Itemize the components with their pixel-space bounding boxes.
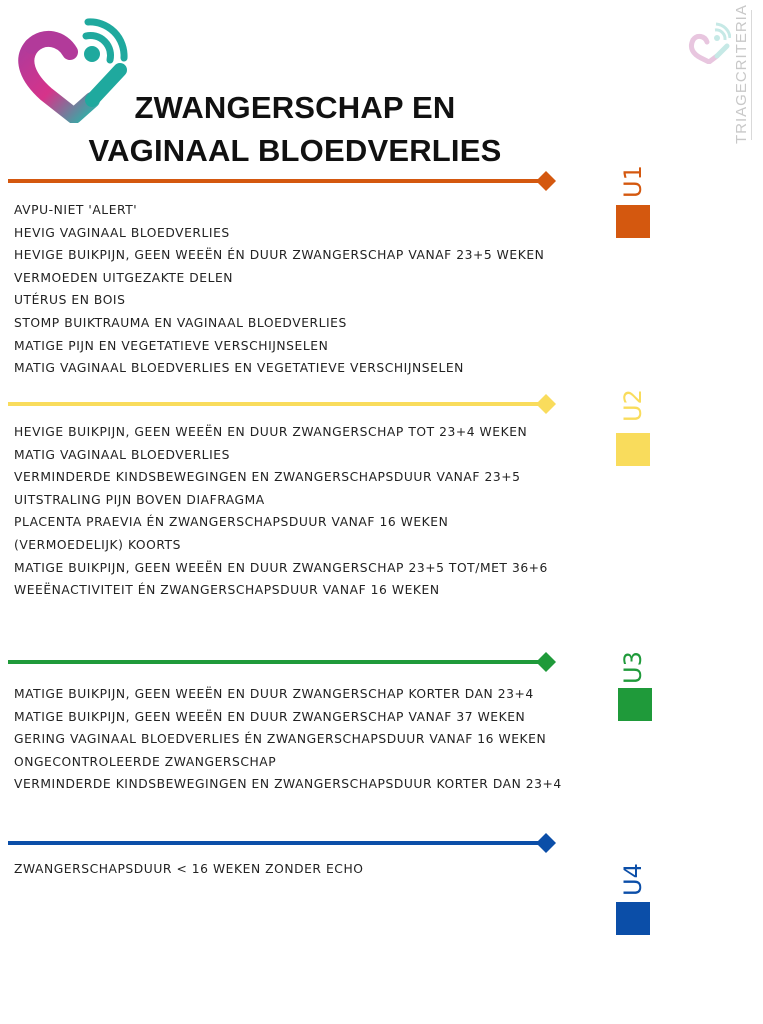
section-u3-list (14, 683, 562, 796)
brand-name: TRIAGECRITERIA (733, 4, 750, 144)
mini-logo-icon (687, 20, 731, 64)
section-u4-divider (8, 832, 560, 854)
list-item: ONGECONTROLEERDE ZWANGERSCHAP (14, 754, 277, 769)
urgency-code-u4: U4 (619, 863, 647, 897)
list-item: VERMOEDEN UITGEZAKTE DELEN (14, 270, 234, 285)
list-item: (VERMOEDELIJK) KOORTS (14, 537, 181, 552)
list-item: HEVIG VAGINAAL BLOEDVERLIES (14, 225, 230, 240)
brand-divider (751, 10, 752, 140)
list-item: VERMINDERDE KINDSBEWEGINGEN EN ZWANGERSCHAPSDUUR KORTER DAN 23+4 (14, 777, 562, 792)
list-item: MATIGE PIJN EN VEGETATIEVE VERSCHIJNSELEN (14, 338, 329, 353)
urgency-color-square (616, 205, 650, 238)
section-u3-badge (615, 648, 655, 722)
urgency-color-square (618, 688, 652, 721)
list-item: MATIG VAGINAAL BLOEDVERLIES EN VEGETATIEVE VERSCHIJNSELEN (14, 361, 464, 376)
section-u1-divider (8, 170, 560, 192)
section-u2-list (14, 421, 548, 602)
urgency-code-u3: U3 (619, 651, 647, 685)
list-item: HEVIGE BUIKPIJN, GEEN WEEËN ÉN DUUR ZWANGERSCHAP VANAF 23+5 WEKEN (14, 248, 545, 263)
section-u1-list (14, 199, 544, 380)
list-item: MATIGE BUIKPIJN, GEEN WEEËN EN DUUR ZWANGERSCHAP KORTER DAN 23+4 (14, 687, 534, 701)
list-item: WEEËNACTIVITEIT ÉN ZWANGERSCHAPSDUUR VANAF 16 WEKEN (14, 583, 440, 598)
section-u4-badge (615, 860, 655, 936)
list-item: AVPU-NIET 'ALERT' (14, 203, 138, 217)
urgency-code-u1: U1 (619, 165, 647, 199)
list-item: HEVIGE BUIKPIJN, GEEN WEEËN EN DUUR ZWANGERSCHAP TOT 23+4 WEKEN (14, 425, 528, 439)
list-item: VERMINDERDE KINDSBEWEGINGEN EN ZWANGERSCHAPSDUUR VANAF 23+5 (14, 470, 521, 485)
page-title-line-1: ZWANGERSCHAP EN (134, 90, 456, 125)
list-item: PLACENTA PRAEVIA ÉN ZWANGERSCHAPSDUUR VANAF 16 WEKEN (14, 515, 449, 530)
list-item: UTÉRUS EN BOIS (14, 293, 126, 308)
list-item: MATIG VAGINAAL BLOEDVERLIES (14, 447, 230, 462)
urgency-color-square (616, 433, 650, 466)
urgency-color-square (616, 902, 650, 935)
list-item: STOMP BUIKTRAUMA EN VAGINAAL BLOEDVERLIES (14, 315, 347, 330)
section-u2-divider (8, 393, 560, 415)
section-u2-badge (615, 386, 655, 466)
section-u3-divider (8, 651, 560, 673)
section-u4-list (14, 858, 363, 881)
list-item: MATIGE BUIKPIJN, GEEN WEEËN EN DUUR ZWANGERSCHAP 23+5 TOT/MET 36+6 (14, 560, 548, 575)
list-item: ZWANGERSCHAPSDUUR < 16 WEKEN ZONDER ECHO (14, 862, 364, 876)
list-item: UITSTRALING PIJN BOVEN DIAFRAGMA (14, 492, 265, 507)
brand-watermark (687, 4, 755, 144)
list-item: MATIGE BUIKPIJN, GEEN WEEËN EN DUUR ZWANGERSCHAP VANAF 37 WEKEN (14, 709, 526, 724)
urgency-code-u2: U2 (619, 389, 647, 423)
list-item: GERING VAGINAAL BLOEDVERLIES ÉN ZWANGERSCHAPSDUUR VANAF 16 WEKEN (14, 732, 547, 747)
section-u1-badge (615, 162, 655, 240)
page-title-line-2: VAGINAAL BLOEDVERLIES (88, 133, 502, 168)
